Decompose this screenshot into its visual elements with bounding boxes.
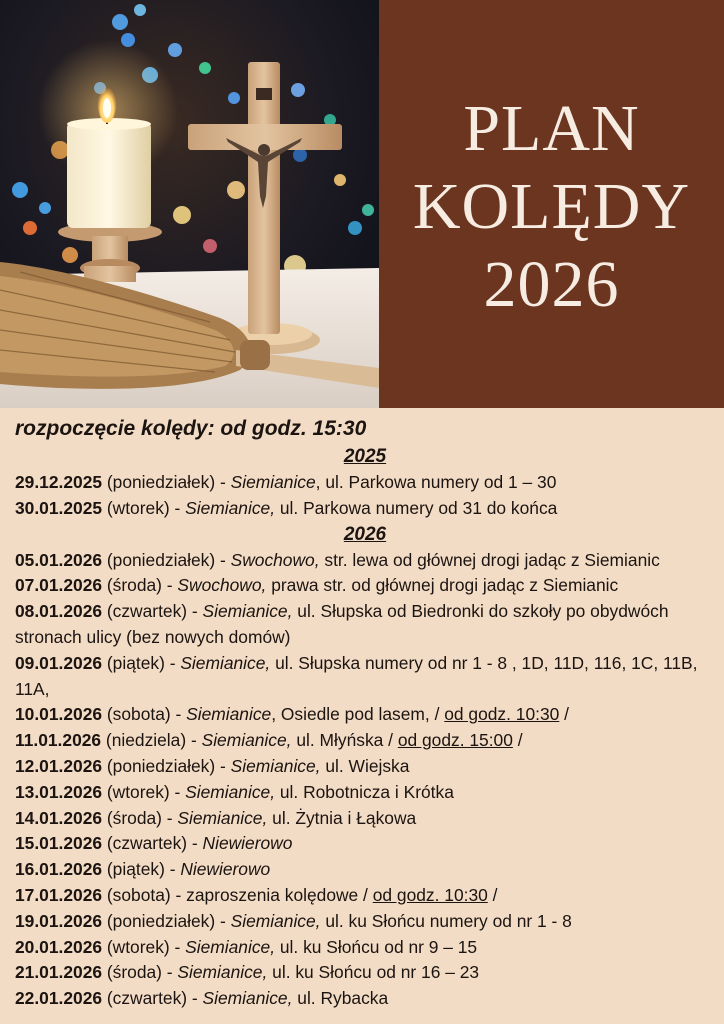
entry-date: 30.01.2025	[15, 497, 103, 518]
entry-details: ul. Robotnicza i Krótka	[275, 781, 454, 802]
entry-date: 17.01.2026	[15, 884, 103, 905]
entry-date: 21.01.2026	[15, 962, 103, 983]
entry-day: (sobota) -	[102, 884, 187, 905]
list-item	[15, 573, 715, 599]
entry-day: (wtorek) -	[102, 781, 186, 802]
entry-date: 05.01.2026	[15, 549, 103, 570]
entry-place: Niewierowo	[202, 833, 293, 854]
list-item	[15, 702, 715, 728]
entry-day: (piątek) -	[102, 652, 181, 673]
entry-day: (wtorek) -	[102, 936, 186, 957]
entry-details: ul. Parkowa numery od 31 do końca	[275, 497, 558, 518]
entry-place: Siemianice,	[202, 988, 293, 1009]
entry-tail: /	[559, 704, 569, 725]
entry-day: (poniedziałek) -	[102, 755, 231, 776]
entry-place: Siemianice,	[201, 730, 292, 751]
title-line-year: 2026	[483, 248, 620, 321]
list-item	[15, 470, 715, 496]
entry-details: ul. Rybacka	[292, 988, 389, 1009]
entry-place: Siemianice,	[202, 601, 293, 622]
list-item	[15, 935, 715, 961]
entry-date: 19.01.2026	[15, 910, 103, 931]
entry-place: Swochowo,	[177, 575, 267, 596]
entry-date: 07.01.2026	[15, 575, 103, 596]
entry-day: (środa) -	[102, 962, 178, 983]
list-item	[15, 599, 715, 651]
entry-details: ul. Żytnia i Łąkowa	[267, 807, 417, 828]
entry-details: prawa str. od głównej drogi jadąc z Siemianic	[266, 575, 619, 596]
entry-tail: /	[512, 730, 523, 751]
entry-details: str. lewa od głównej drogi jadąc z Siemianic	[319, 549, 660, 570]
entry-day: (piątek) -	[102, 859, 181, 880]
entry-day: (środa) -	[102, 807, 178, 828]
entry-date: 11.01.2026	[15, 730, 102, 751]
entry-place: Siemianice,	[177, 807, 268, 828]
entry-day: (czwartek) -	[102, 833, 203, 854]
entry-day: (poniedziałek) -	[102, 910, 231, 931]
start-note: rozpoczęcie kolędy: od godz. 15:30	[15, 417, 367, 440]
entry-place: Siemianice,	[177, 962, 268, 983]
list-item	[15, 960, 715, 986]
entry-details: ul. Młyńska /	[291, 730, 398, 751]
list-item	[15, 728, 715, 754]
entry-day: (sobota) -	[102, 704, 187, 725]
title-line-koledy: KOLĘDY	[412, 170, 691, 243]
entry-place: Siemianice,	[230, 910, 321, 931]
list-item	[15, 754, 715, 780]
entry-place: Siemianice,	[180, 652, 271, 673]
entry-day: (środa) -	[102, 575, 178, 596]
entry-date: 16.01.2026	[15, 859, 103, 880]
entry-date: 08.01.2026	[15, 601, 103, 622]
entry-date: 13.01.2026	[15, 781, 103, 802]
entry-date: 20.01.2026	[15, 936, 103, 957]
entry-place: Niewierowo	[180, 859, 271, 880]
entry-place: Siemianice,	[230, 755, 321, 776]
entry-date: 12.01.2026	[15, 755, 103, 776]
year-heading: 2026	[343, 523, 387, 545]
list-item	[15, 651, 715, 703]
entry-day: (poniedziałek) -	[102, 472, 231, 492]
list-item	[15, 831, 715, 857]
entry-day: (poniedziałek) -	[102, 549, 231, 570]
entry-details: ul. ku Słońcu numery od nr 1 - 8	[320, 910, 572, 931]
entry-place: Siemianice	[230, 472, 316, 492]
entry-details: , ul. Parkowa numery od 1 – 30	[315, 472, 557, 492]
schedule-sections	[15, 444, 715, 1012]
entry-place: Siemianice,	[185, 497, 276, 518]
entry-day: (czwartek) -	[102, 988, 203, 1009]
schedule	[15, 414, 715, 1012]
entry-place: Swochowo,	[230, 549, 320, 570]
entry-time: od godz. 10:30	[372, 884, 488, 905]
entry-day: (niedziela) -	[101, 730, 202, 751]
entry-place: Siemianice	[186, 704, 272, 725]
entry-tail: /	[487, 884, 498, 905]
entry-details: ul. ku Słońcu od nr 16 – 23	[267, 962, 480, 983]
entry-place: Siemianice,	[185, 936, 276, 957]
entry-details: ul. ku Słońcu od nr 9 – 15	[275, 936, 478, 957]
list-item	[15, 806, 715, 832]
entry-details: ul. Słupska numery od nr 1 - 8 , 1D, 11D, 116, 1C, 11B, 11A,	[15, 652, 698, 699]
entry-details: ul. Wiejska	[320, 755, 410, 776]
title-panel	[379, 0, 724, 408]
entry-date: 22.01.2026	[15, 988, 103, 1009]
list-item	[15, 496, 715, 522]
entry-details: , Osiedle pod lasem, /	[271, 704, 445, 725]
list-item	[15, 909, 715, 935]
entry-day: (czwartek) -	[102, 601, 203, 622]
entry-date: 14.01.2026	[15, 807, 103, 828]
list-item	[15, 548, 715, 574]
entry-details: zaproszenia kolędowe /	[186, 884, 373, 905]
list-item	[15, 883, 715, 909]
entry-day: (wtorek) -	[102, 497, 186, 518]
list-item	[15, 780, 715, 806]
entry-date: 15.01.2026	[15, 833, 103, 854]
entry-date: 29.12.2025	[15, 472, 103, 492]
entry-date: 10.01.2026	[15, 704, 103, 725]
entry-time: od godz. 15:00	[397, 730, 513, 751]
list-item	[15, 857, 715, 883]
candle-cross-photo-icon	[0, 0, 379, 408]
entry-place: Siemianice,	[185, 781, 276, 802]
entry-date: 09.01.2026	[15, 652, 103, 673]
entry-details: ul. Słupska od Biedronki do szkoły po obydwóch stronach ulicy (bez nowych domów)	[15, 601, 669, 647]
title-line-plan: PLAN	[463, 92, 640, 165]
list-item	[15, 986, 715, 1012]
year-heading: 2025	[343, 446, 387, 467]
entry-time: od godz. 10:30	[444, 704, 560, 725]
